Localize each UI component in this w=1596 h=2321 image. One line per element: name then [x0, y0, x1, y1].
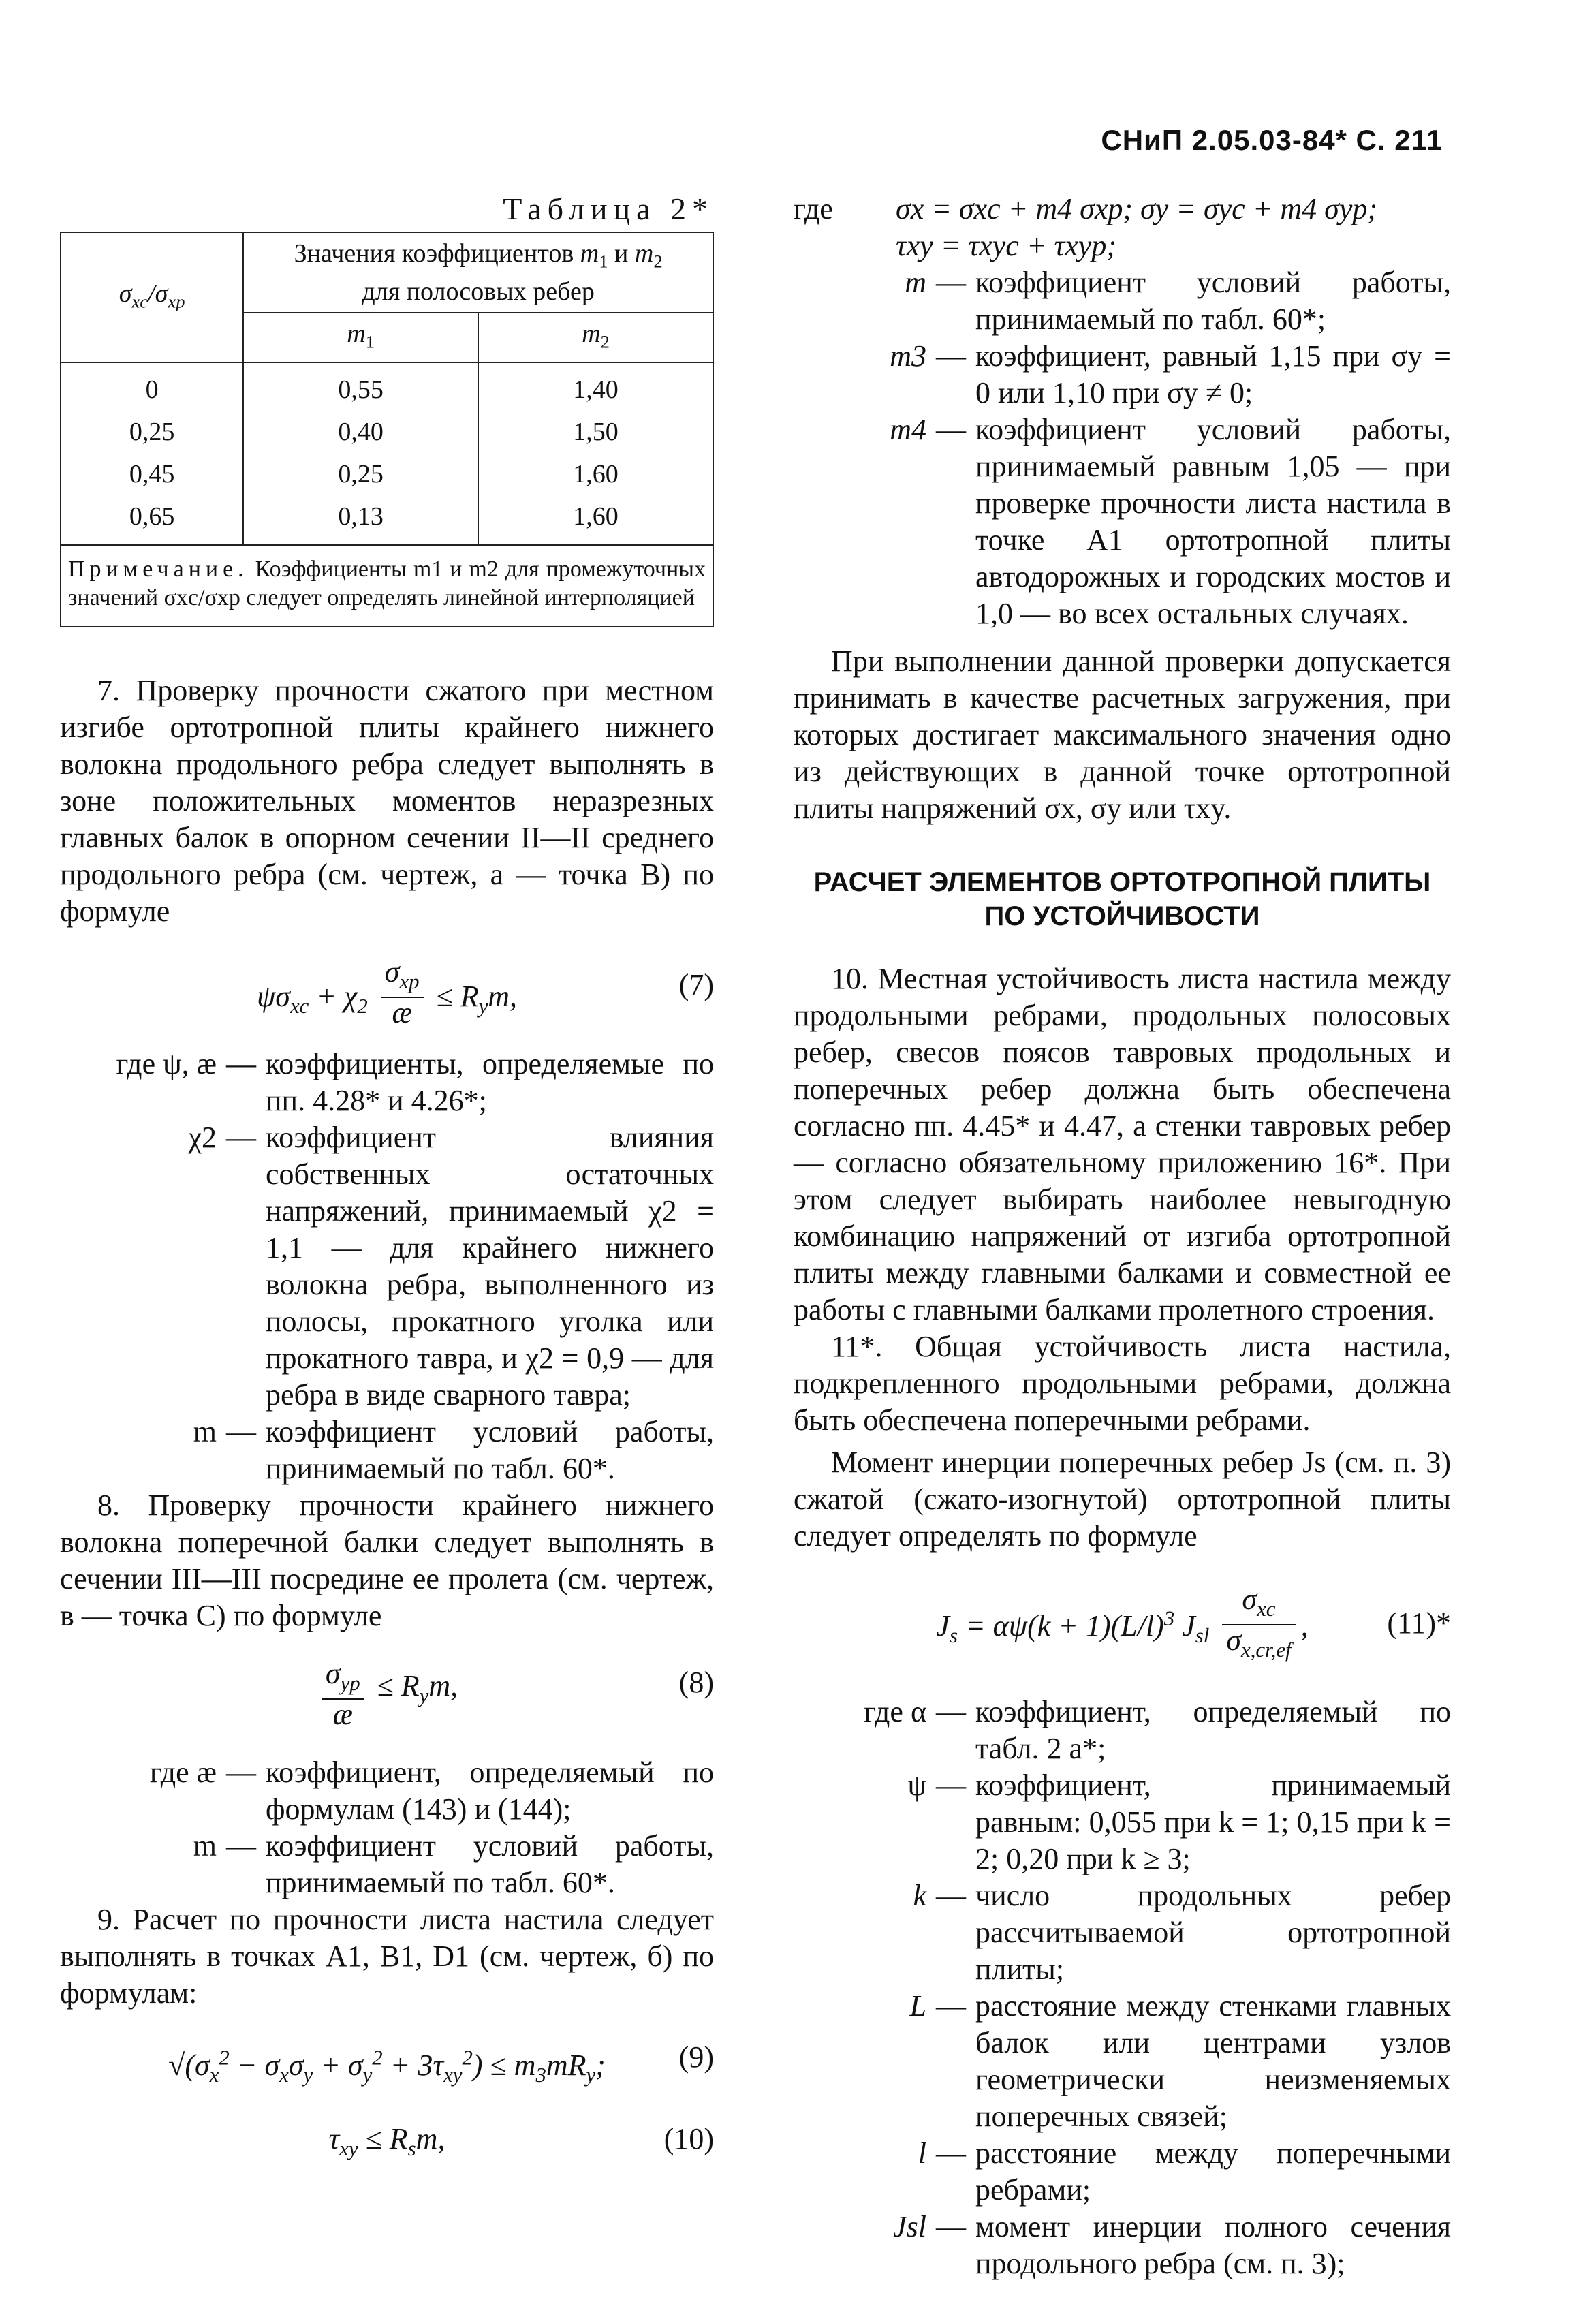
coefficients-table: [60, 232, 714, 546]
formula-10: $\tau_{xy} \le R_sm$, (10): [328, 2122, 714, 2160]
definitions-11: [794, 1694, 1451, 2282]
cell-ratio: 0,45: [61, 453, 243, 495]
formula-9: $√(\sigma_x^2 - \sigma_x\sigma_y + \sigma_y^2 + 3\tau_{xy}^2) \le m_3mR_y$; (9): [168, 2040, 714, 2087]
table-caption: Таблица 2*: [503, 191, 714, 226]
page-header: СНиП 2.05.03-84* С. 211: [1101, 124, 1443, 156]
right-column: [794, 191, 1451, 2282]
table-note-label: Примечание.: [68, 557, 249, 582]
paragraph-moment: Момент инерции поперечных ребер Js (см. п. 3) сжатой (сжато-изогнутой) ортотропной плиты следует определять по формуле: [794, 1446, 1451, 1553]
cell-m1: 0,13: [243, 495, 478, 545]
table-row: [61, 362, 713, 411]
paragraph-10: 10. Местная устойчивость листа настила между продольными ребрами, продольных полосовых ребер, свесов поясов тавровых продольных и поперечных ребер должна быть обеспечена согласно пп. 4.45* и 4.47, а стенки тавровых ребер — согласно обязательному приложению 16*. При этом следует выбирать наиболее невыгодную комбинацию напряжений от изгиба ортотропной плиты между главными балками и совместной ее работы с главными балками пролетного строения.: [794, 962, 1451, 1326]
where-label: где: [794, 192, 833, 225]
formula-9-number: (9): [678, 2040, 714, 2074]
table-note-text: Коэффициенты m1 и m2 для промежуточных значений σxc/σxp следует определять линейной интерполяцией: [68, 557, 706, 611]
cell-m1: 0,40: [243, 411, 478, 453]
formula-8: $\frac{\sigma_{yp}}{æ}$ ≤ $R_ym$, (8): [60, 1659, 714, 1734]
cell-ratio: 0,25: [61, 411, 243, 453]
formula-11: $J_s = \alpha\psi(k + 1)(L/l)^3$ $J_{sl}$ $\frac{\sigma_{xc}}{\sigma_{x,cr,ef}}$ , (11)*: [936, 1583, 1451, 1662]
definition-item: m3 — коэффициент, равный 1,15 при σy = 0 или 1,10 при σy ≠ 0;: [890, 339, 1451, 409]
paragraph-7: 7. Проверку прочности сжатого при местном изгибе ортотропной плиты крайнего нижнего волокна продольного ребра следует выполнять в зоне положительных моментов неразрезных главных балок в опорном сечении II—II среднего продольного ребра (см. чертеж, а — точка B) по формуле: [60, 674, 714, 929]
definition-item: где æ — коэффициент, определяемый по формулам (143) и (144);: [149, 1756, 714, 1826]
cell-ratio: 0: [61, 362, 243, 411]
table-row: [61, 411, 713, 453]
definitions-8: [60, 1754, 714, 1901]
paragraph-8: 8. Проверку прочности крайнего нижнего волокна поперечной балки следует выполнять в сечении III—III посредине ее пролета (см. чертеж, в — точка C) по формуле: [60, 1489, 714, 1633]
stress-line-2: τxy = τxyc + τxyp;: [896, 229, 1116, 262]
section-heading: РАСЧЕТ ЭЛЕМЕНТОВ ОРТОТРОПНОЙ ПЛИТЫ ПО УСТОЙЧИВОСТИ: [813, 867, 1431, 931]
definition-item: где α — коэффициент, определяемый по табл. 2 а*;: [864, 1695, 1451, 1765]
definition-item: m4 — коэффициент условий работы, принимаемый равным 1,05 — при проверке прочности листа настила в точке A1 ортотропной плиты автодорожных и городских мостов и 1,0 — во всех остальных случаях.: [890, 413, 1451, 630]
paragraph-check: При выполнении данной проверки допускается принимать в качестве расчетных загружения, при которых достигает максимального значения одно из действующих в данной точке ортотропной плиты напряжений σx, σy или τxy.: [794, 644, 1451, 825]
formula-7-number: (7): [678, 968, 714, 1002]
table-row: [61, 495, 713, 545]
formula-8-number: (8): [678, 1666, 714, 1700]
cell-ratio: 0,65: [61, 495, 243, 545]
cell-m2: 1,40: [478, 362, 713, 411]
cell-m1: 0,25: [243, 453, 478, 495]
table-header-ratio: $\sigma_{xc}/\sigma_{xp}$: [61, 232, 243, 362]
definition-item: m — коэффициент условий работы, принимаемый по табл. 60*.: [193, 1415, 714, 1486]
definition-item: k — число продольных ребер рассчитываемой ортотропной плиты;: [913, 1879, 1451, 1986]
stress-line-1: σx = σxc + m4 σxp; σy = σyc + m4 σyp;: [896, 192, 1378, 225]
formula-10-number: (10): [663, 2122, 714, 2156]
paragraph-9: 9. Расчет по прочности листа настила следует выполнять в точках A1, B1, D1 (см. чертеж, б) по формулам:: [60, 1903, 714, 2010]
table-header-m1: $m_1$: [243, 313, 478, 363]
definition-item: l — расстояние между поперечными ребрами;: [918, 2136, 1451, 2207]
stress-definitions: [794, 191, 1451, 264]
definition-item: m — коэффициент условий работы, принимаемый по табл. 60*.: [193, 1829, 714, 1900]
paragraph-11: 11*. Общая устойчивость листа настила, подкрепленного продольными ребрами, должна быть обеспечена поперечными ребрами.: [794, 1330, 1451, 1437]
definition-item: Jsl — момент инерции полного сечения продольного ребра (см. п. 3);: [893, 2210, 1451, 2280]
table-header-m2: $m_2$: [478, 313, 713, 363]
table-note: [60, 546, 714, 627]
definition-item: ψ — коэффициент, принимаемый равным: 0,055 при k = 1; 0,15 при k = 2; 0,20 при k ≥ 3;: [907, 1769, 1451, 1875]
table-row: [61, 453, 713, 495]
definition-item: χ2 — коэффициент влияния собственных остаточных напряжений, принимаемый χ2 = 1,1 — для крайнего нижнего волокна ребра, выполненного из полосы, прокатного уголка или прокатного тавра, и χ2 = 0,9 — для ребра в виде сварного тавра;: [188, 1121, 714, 1412]
cell-m2: 1,60: [478, 495, 713, 545]
table-header-group: Значения коэффициентов $m_1$ и $m_2$ для полосовых ребер: [243, 232, 713, 313]
formula-7: $\psi\sigma_{xc} + \chi_2$ $\frac{\sigma_{xp}}{æ}$ ≤ $R_ym$, (7): [256, 955, 714, 1029]
definition-item: m — коэффициент условий работы, принимаемый по табл. 60*;: [905, 266, 1451, 336]
definition-item: где ψ, æ — коэффициенты, определяемые по пп. 4.28* и 4.26*;: [116, 1047, 714, 1118]
definitions-7: [60, 1046, 714, 1487]
definitions-right: [794, 264, 1451, 632]
left-column: [60, 191, 714, 2185]
formula-11-number: (11)*: [1387, 1606, 1451, 1640]
definition-item: L — расстояние между стенками главных балок или центрами узлов геометрически неизменяемых поперечных связей;: [909, 1989, 1451, 2133]
cell-m2: 1,60: [478, 453, 713, 495]
cell-m1: 0,55: [243, 362, 478, 411]
cell-m2: 1,50: [478, 411, 713, 453]
